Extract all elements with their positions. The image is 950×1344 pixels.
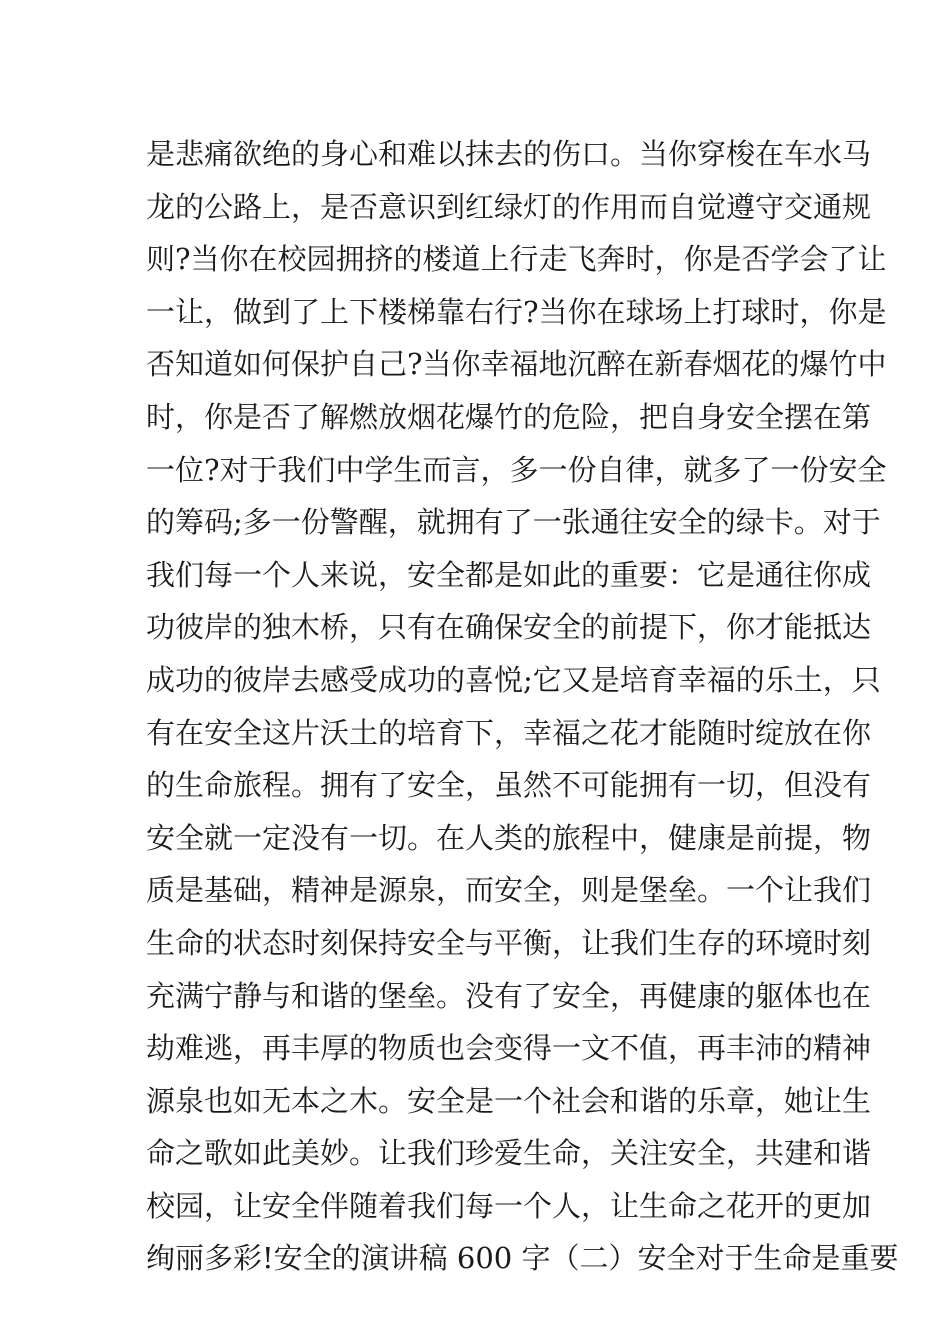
text-line: 我们每一个人来说，安全都是如此的重要：它是通往你成 — [146, 557, 872, 592]
text-line: 生命的状态时刻保持安全与平衡，让我们生存的环境时刻 — [146, 925, 872, 960]
text-line: 则?当你在校园拥挤的楼道上行走飞奔时，你是否学会了让 — [146, 242, 887, 277]
text-line: 校园，让安全伴随着我们每一个人，让生命之花开的更加 — [146, 1188, 872, 1223]
text-line: 否知道如何保护自己?当你幸福地沉醉在新春烟花的爆竹中 — [146, 347, 887, 382]
text-line: 源泉也如无本之木。安全是一个社会和谐的乐章，她让生 — [146, 1083, 872, 1118]
text-line: 质是基础，精神是源泉，而安全，则是堡垒。一个让我们 — [146, 873, 872, 908]
text-line: 成功的彼岸去感受成功的喜悦;它又是培育幸福的乐土，只 — [146, 662, 881, 697]
text-line: 有在安全这片沃土的培育下，幸福之花才能随时绽放在你 — [146, 715, 872, 750]
text-line: 充满宁静与和谐的堡垒。没有了安全，再健康的躯体也在 — [146, 978, 872, 1013]
text-line: 时，你是否了解燃放烟花爆竹的危险，把自身安全摆在第 — [146, 399, 872, 434]
text-line: 一位?对于我们中学生而言，多一份自律，就多了一份安全 — [146, 452, 887, 487]
text-line: 命之歌如此美妙。让我们珍爱生命，关注安全，共建和谐 — [146, 1136, 872, 1171]
text-line: 劫难逃，再丰厚的物质也会变得一文不值，再丰沛的精神 — [146, 1031, 872, 1066]
text-line: 是悲痛欲绝的身心和难以抹去的伤口。当你穿梭在车水马 — [146, 137, 872, 171]
text-line: 的筹码;多一份警醒，就拥有了一张通往安全的绿卡。对于 — [146, 505, 881, 540]
text-line: 的生命旅程。拥有了安全，虽然不可能拥有一切，但没有 — [146, 768, 872, 803]
text-line: 一让，做到了上下楼梯靠右行?当你在球场上打球时，你是 — [146, 294, 887, 329]
text-line: 龙的公路上，是否意识到红绿灯的作用而自觉遵守交通规 — [146, 189, 872, 224]
text-line: 功彼岸的独木桥，只有在确保安全的前提下，你才能抵达 — [146, 610, 872, 645]
body-paragraph — [146, 128, 899, 1285]
text-line: 绚丽多彩!安全的演讲稿 600 字（二）安全对于生命是重要 — [146, 1241, 899, 1276]
text-line: 安全就一定没有一切。在人类的旅程中，健康是前提，物 — [146, 820, 872, 855]
